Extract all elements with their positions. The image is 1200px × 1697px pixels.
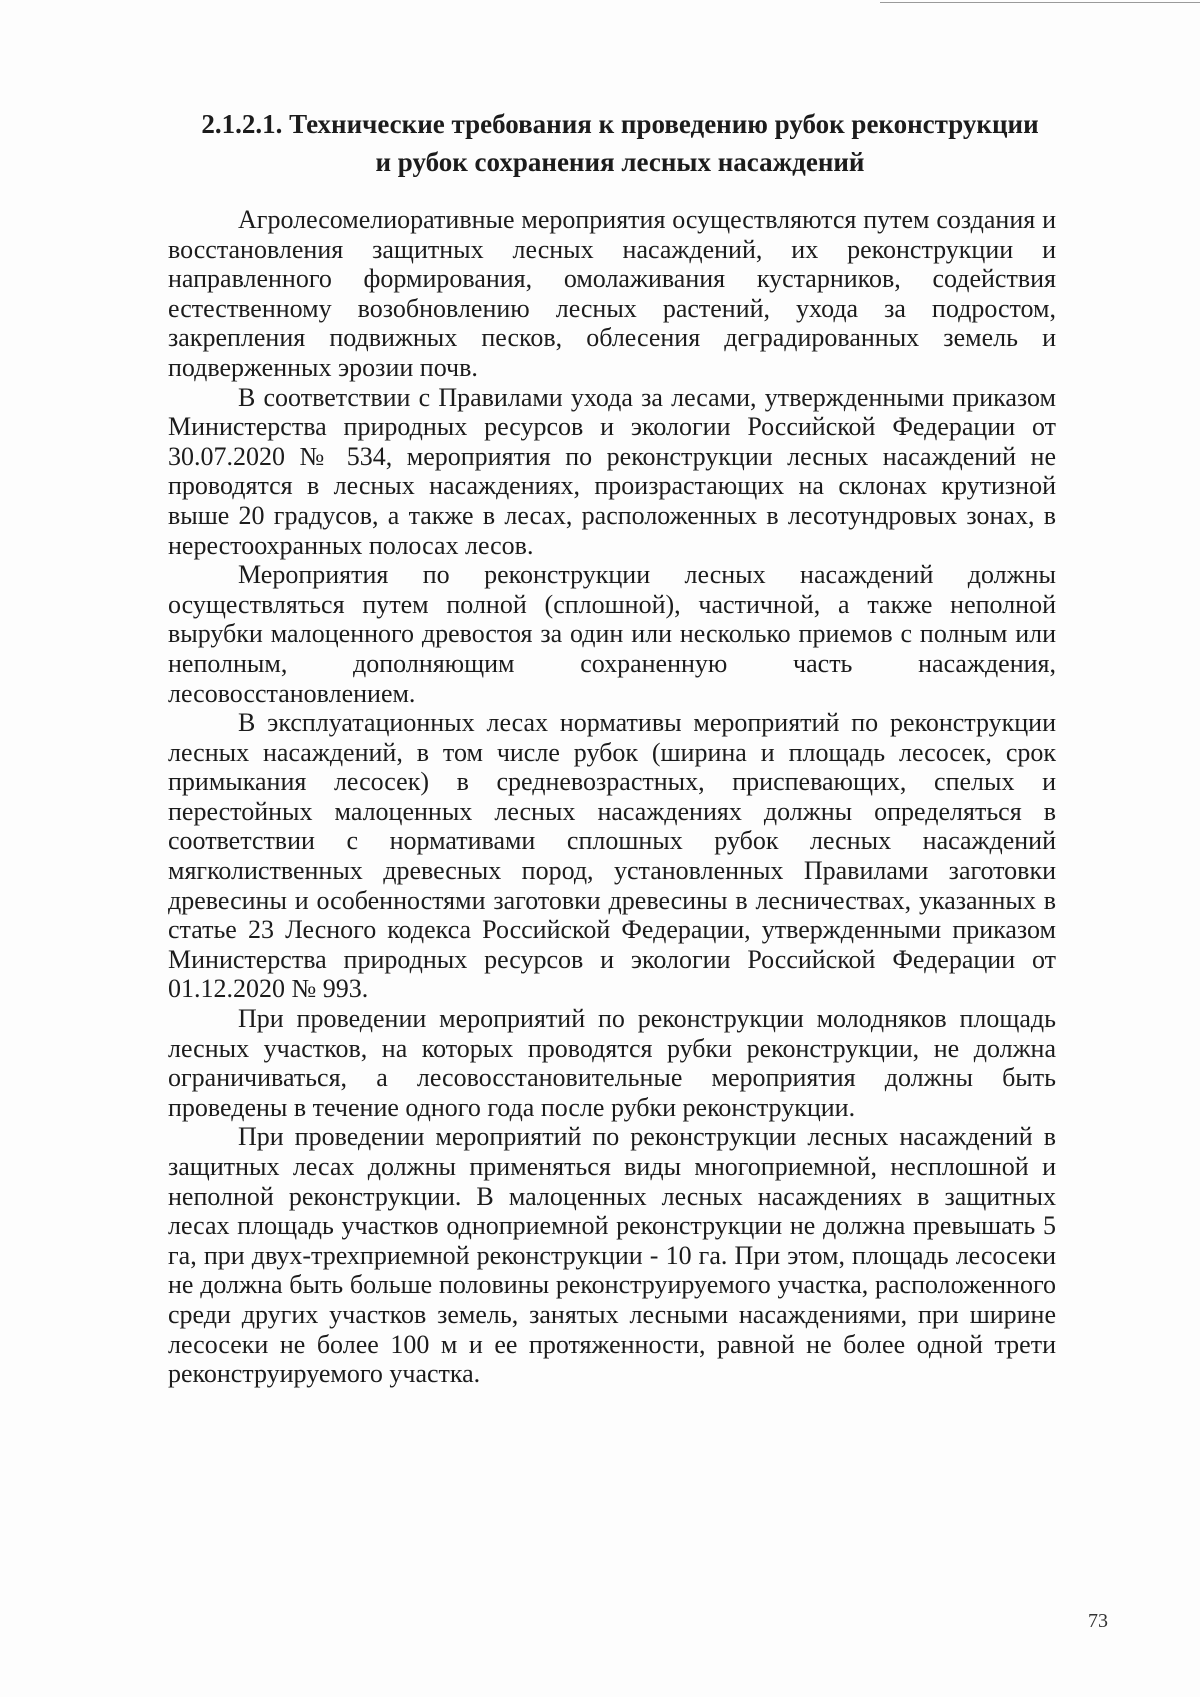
scan-edge-line bbox=[880, 2, 1200, 3]
paragraph-agroforestry: Агролесомелиоративные мероприятия осуществляются путем создания и восстановления защитных лесных насаждений, их реконструкции и направленного формирования, омолаживания кустарников, содействия естественному возобновлению лесных растений, ухода за подростом, закрепления подвижных песков, облесения деградированных земель и подверженных эрозии почв. bbox=[168, 205, 1056, 382]
section-heading bbox=[170, 105, 1070, 181]
body-text bbox=[168, 205, 1056, 1389]
paragraph-reconstruction-methods: Мероприятия по реконструкции лесных насаждений должны осуществляться путем полной (сплошной), частичной, а также неполной вырубки малоценного древостоя за один или несколько приемов с полным или неполным, дополняющим сохраненную часть насаждения, лесовосстановлением. bbox=[168, 560, 1056, 708]
paragraph-protective-forests: При проведении мероприятий по реконструкции лесных насаждений в защитных лесах должны применяться виды многоприемной, несплошной и неполной реконструкции. В малоценных лесных насаждениях в защитных лесах площадь участков одноприемной реконструкции не должна превышать 5 га, при двух-трехприемной реконструкции - 10 га. При этом, площадь лесосеки не должна быть больше половины реконструируемого участка, расположенного среди других участков земель, занятых лесными насаждениями, при ширине лесосеки не более 100 м и ее протяженности, равной не более одной трети реконструируемого участка. bbox=[168, 1122, 1056, 1389]
section-heading-line-2: и рубок сохранения лесных насаждений bbox=[375, 147, 865, 177]
paragraph-exploitation-forests: В эксплуатационных лесах нормативы мероприятий по реконструкции лесных насаждений, в том числе рубок (ширина и площадь лесосек, срок примыкания лесосек) в средневозрастных, приспевающих, спелых и перестойных малоценных лесных насаждениях должны определяться в соответствии с нормативами сплошных рубок лесных насаждений мягколиственных древесных пород, установленных Правилами заготовки древесины и особенностями заготовки древесины в лесничествах, указанных в статье 23 Лесного кодекса Российской Федерации, утвержденными приказом Министерства природных ресурсов и экологии Российской Федерации от 01.12.2020 № 993. bbox=[168, 708, 1056, 1004]
page-number: 73 bbox=[1088, 1610, 1108, 1632]
section-heading-line-1: 2.1.2.1. Технические требования к проведению рубок реконструкции bbox=[201, 109, 1039, 139]
paragraph-care-rules: В соответствии с Правилами ухода за лесами, утвержденными приказом Министерства природных ресурсов и экологии Российской Федерации от 30.07.2020 № 534, мероприятия по реконструкции лесных насаждений не проводятся в лесных насаждениях, произрастающих на склонах крутизной выше 20 градусов, а также в лесах, расположенных в лесотундровых зонах, в нерестоохранных полосах лесов. bbox=[168, 382, 1056, 560]
paragraph-young-stands: При проведении мероприятий по реконструкции молодняков площадь лесных участков, на которых проводятся рубки реконструкции, не должна ограничиваться, а лесовосстановительные мероприятия должны быть проведены в течение одного года после рубки реконструкции. bbox=[168, 1004, 1056, 1122]
